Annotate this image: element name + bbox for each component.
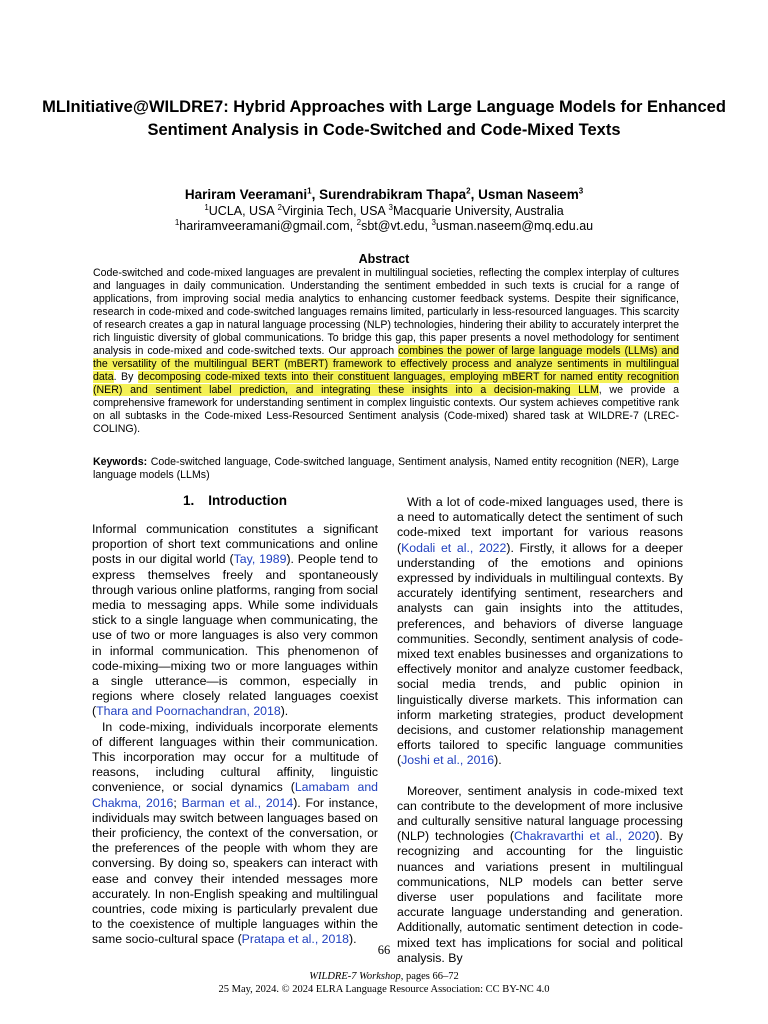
author-name: Hariram Veeramani bbox=[184, 187, 308, 202]
author-sup: 1 bbox=[307, 186, 312, 196]
emails-line bbox=[40, 219, 728, 234]
affil-sup: 1 bbox=[204, 202, 209, 212]
affiliations-block bbox=[40, 204, 728, 234]
author-name: Surendrabikram Thapa bbox=[319, 187, 467, 202]
body-text: ). For instance, individuals may switch between languages based on their proficiency, the context of the conversation, or the preferences of the people with whom they are conversing. By doing so, speakers can interact with ease and convey their intended messages more accurately. In non-English speaking and multilingual countries, code mixing is particularly prevalent due to the coexistence of multiple languages within the same socio-cultural space ( bbox=[92, 795, 379, 947]
body-text: With a lot of code-mixed languages used, there is a need to automatically detect the sentiment of such code-mixed text important for various reasons ( bbox=[397, 495, 683, 555]
affiliation: Virginia Tech, USA bbox=[282, 204, 389, 218]
author-sup: 3 bbox=[578, 186, 584, 196]
affiliation: UCLA, USA bbox=[208, 204, 278, 218]
footer-venue-line bbox=[0, 970, 768, 983]
citation-link[interactable]: Chakravarthi et al., 2020 bbox=[513, 829, 656, 844]
page-number: 66 bbox=[377, 943, 391, 957]
highlighted-text: decomposing code-mixed texts into their constituent languages, employing mBERT for named entity recognition (NER) and sentiment label prediction, and integrating these insights into a decision-making LLM bbox=[93, 371, 679, 396]
body-text: ). bbox=[280, 704, 289, 719]
abstract-heading: Abstract bbox=[358, 252, 410, 266]
author-name: Usman Naseem bbox=[478, 187, 579, 202]
abstract-text: Code-switched and code-mixed languages are prevalent in multilingual societies, reflecting the complex interplay of cultures and languages in daily communication. Understanding the sentiment embedded in such texts is crucial for a range of applications, from improving social media analytics to enhancing customer feedback systems. Despite their significance, research in code-mixed and code-switched languages remains limited, particularly in less-resourced languages. This scarcity of research creates a gap in natural language processing (NLP) technologies, hindering their ability to accurately interpret the rich linguistic diversity of global communications. To bridge this gap, this paper presents a novel methodology for sentiment analysis in code-mixed and code-switched texts. Our approach bbox=[93, 267, 679, 357]
abstract-text: , we provide a comprehensive framework for understanding sentiment in complex linguistic contexts. Our system achieves competitive rank on all subtasks in the Code-mixed Less-Resourced Sentiment analysis (Code-mixed) shared task at WILDRE-7 (LREC-COLING). bbox=[93, 384, 679, 435]
author-list: Hariram Veeramani$^1$, Surendrabikram Thapa$^2$, Usman Naseem$^3$ bbox=[184, 186, 584, 202]
email-sup: 2 bbox=[356, 217, 362, 227]
body-text: ; bbox=[173, 795, 182, 810]
abstract-body bbox=[93, 267, 679, 436]
email-sup: 3 bbox=[431, 217, 436, 227]
paragraph bbox=[92, 522, 378, 720]
email: hariramveeramani@gmail.com, bbox=[179, 219, 357, 233]
email: sbt@vt.edu, bbox=[361, 219, 432, 233]
body-text: Moreover, sentiment analysis in code-mixed text can contribute to the development of more inclusive and culturally sensitive natural language processing (NLP) technologies ( bbox=[397, 783, 683, 844]
footer-license-line: 25 May, 2024. © 2024 ELRA Language Resource Association: CC BY-NC 4.0 bbox=[218, 984, 550, 995]
abstract-text: . By bbox=[113, 371, 138, 383]
footer-pages: , pages 66–72 bbox=[400, 971, 459, 982]
author-sup: 2 bbox=[466, 186, 471, 196]
citation-link[interactable]: Barman et al., 2014 bbox=[181, 795, 294, 810]
paragraph bbox=[92, 720, 378, 948]
right-column bbox=[397, 495, 683, 966]
email: usman.naseem@mq.edu.au bbox=[435, 219, 594, 233]
paragraph bbox=[397, 784, 683, 966]
body-text: ). People tend to express themselves freely and spontaneously through various online platforms, ranging from social media to messaging apps. While some individuals stick to a single language when communicating, the use of two or more languages is also very common in informal communication. This phenomenon of code-mixing—mixing two or more languages within a single utterance—is common, especially in regions where closely related languages coexist ( bbox=[92, 552, 378, 719]
footer-venue: WILDRE-7 Workshop bbox=[309, 971, 401, 982]
affiliation: Macquarie University, Australia bbox=[393, 204, 564, 218]
citation-link[interactable]: Thara and Poornachandran, 2018 bbox=[96, 704, 281, 719]
page-footer bbox=[0, 970, 768, 996]
citation-link[interactable]: Pratapa et al., 2018 bbox=[241, 932, 350, 947]
citation-link[interactable]: Kodali et al., 2022 bbox=[401, 540, 507, 555]
keywords-text: Code-switched language, Code-switched language, Sentiment analysis, Named entity recognition (NER), Large language models (LLMs) bbox=[93, 456, 679, 481]
keywords-block bbox=[93, 456, 679, 482]
left-column bbox=[92, 522, 378, 948]
section-heading bbox=[92, 493, 378, 508]
paper-title: MLInitiative@WILDRE7: Hybrid Approaches with Large Language Models for Enhanced Sentiment Analysis in Code-Switched and Code-Mixed Texts bbox=[42, 98, 726, 139]
section-number: 1. bbox=[183, 493, 195, 508]
email-sup: 1 bbox=[174, 217, 180, 227]
affiliations-line bbox=[40, 204, 728, 219]
body-text: Informal communication constitutes a significant proportion of short text communications and online posts in our digital world ( bbox=[92, 522, 378, 567]
highlighted-text: combines the power of large language models (LLMs) and the versatility of the multilingual BERT (mBERT) framework to effectively process and analyze sentiments in multilingual data bbox=[93, 345, 679, 383]
body-text: ). Firstly, it allows for a deeper understanding of the emotions and opinions expressed by individuals in multilingual contexts. By accurately identifying sentiment, researchers and analysts can gain insights into the attitudes, preferences, and behaviors of diverse language communities. Secondly, sentiment analysis of code-mixed text enables businesses and organizations to effectively monitor and analyze customer feedback, social media trends, and public opinion in linguistically diverse markets. This information can inform marketing strategies, product development decisions, and customer relationship management efforts tailored to specific language communities ( bbox=[397, 540, 683, 768]
keywords-label: Keywords: bbox=[93, 456, 148, 468]
citation-link[interactable]: Tay, 1989 bbox=[233, 552, 287, 567]
paragraph bbox=[397, 495, 683, 769]
section-title: Introduction bbox=[208, 493, 287, 508]
citation-link[interactable]: Joshi et al., 2016 bbox=[401, 753, 495, 768]
body-text: ). bbox=[349, 932, 357, 947]
affil-sup: 2 bbox=[277, 202, 282, 212]
body-text: ). By recognizing and accounting for the linguistic nuances and variations present in multilingual communications, NLP models can better serve diverse user populations and facilitate more accurate language understanding and generation. Additionally, automatic sentiment detection in code-mixed text has implications for social and political analysis. By bbox=[397, 829, 683, 965]
body-text: ). bbox=[494, 753, 502, 768]
citation-link[interactable]: Lamabam and Chakma, 2016 bbox=[92, 780, 378, 810]
affil-sup: 3 bbox=[388, 202, 393, 212]
body-text: In code-mixing, individuals incorporate elements of different languages within their communication. This incorporation may occur for a multitude of reasons, including cultural affinity, linguistic convenience, or social dynamics ( bbox=[92, 719, 378, 795]
